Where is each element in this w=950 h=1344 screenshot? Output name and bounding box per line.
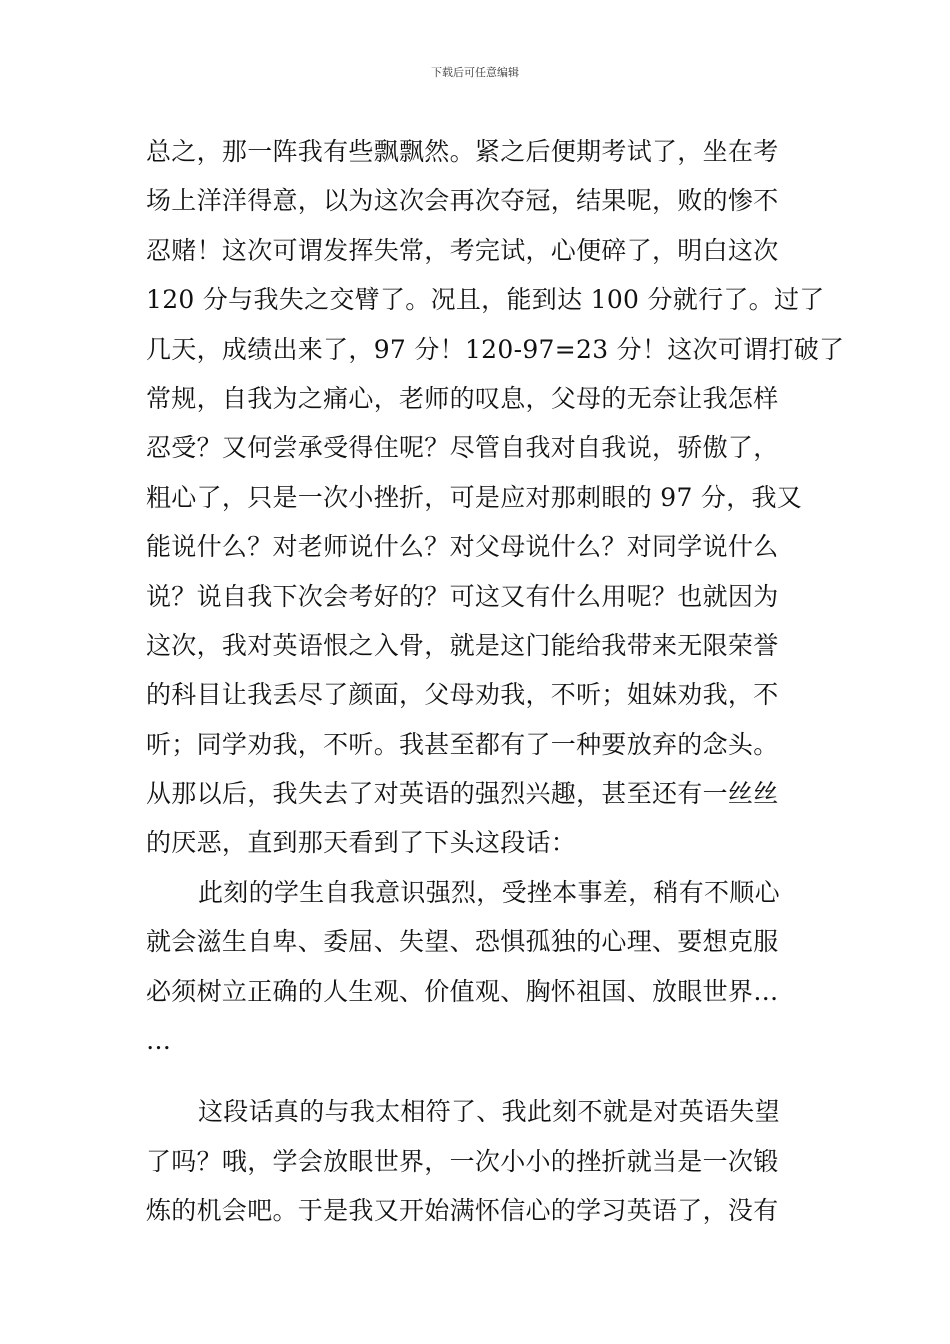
document-body bbox=[146, 127, 845, 1236]
text-line: 从那以后，我失去了对英语的强烈兴趣，甚至还有一丝丝 bbox=[146, 779, 779, 809]
text-line: 120 分与我失之交臂了。况且，能到达 100 分就行了。过了 bbox=[146, 285, 825, 315]
paragraph-1 bbox=[146, 127, 845, 868]
text-line: 了吗？哦，学会放眼世界，一次小小的挫折就当是一次锻 bbox=[146, 1146, 779, 1176]
text-line: 听；同学劝我，不听。我甚至都有了一种要放弃的念头。 bbox=[146, 729, 779, 759]
text-line: 此刻的学生自我意识强烈，受挫本事差，稍有不顺心 bbox=[198, 877, 780, 907]
paragraph-spacer bbox=[146, 1065, 812, 1087]
text-line: 的科目让我丢尽了颜面，父母劝我，不听；姐妹劝我，不 bbox=[146, 680, 779, 710]
text-line: 这次，我对英语恨之入骨，就是这门能给我带来无限荣誉 bbox=[146, 630, 779, 660]
text-line: 忍赌！这次可谓发挥失常，考完试，心便碎了，明白这次 bbox=[146, 235, 779, 265]
text-line: 的厌恶，直到那天看到了下头这段话： bbox=[146, 828, 577, 858]
text-line: 说？说自我下次会考好的？可这又有什么用呢？也就因为 bbox=[146, 581, 779, 611]
text-line: … bbox=[146, 1026, 172, 1056]
text-line: 就会滋生自卑、委屈、失望、恐惧孤独的心理、要想克服 bbox=[146, 927, 779, 957]
text-line: 粗心了，只是一次小挫折，可是应对那刺眼的 97 分，我又 bbox=[146, 482, 803, 512]
text-line: 必须树立正确的人生观、价值观、胸怀祖国、放眼世界… bbox=[146, 976, 779, 1006]
text-line: 炼的机会吧。于是我又开始满怀信心的学习英语了，没有 bbox=[146, 1196, 779, 1226]
paragraph-3 bbox=[146, 1087, 812, 1235]
text-line: 总之，那一阵我有些飘飘然。紧之后便期考试了，坐在考 bbox=[146, 137, 779, 166]
text-line: 场上洋洋得意，以为这次会再次夺冠，结果呢，败的惨不 bbox=[146, 186, 779, 216]
page-header: 下载后可任意编辑 bbox=[431, 66, 519, 79]
paragraph-2 bbox=[146, 868, 812, 1066]
text-line: 能说什么？对老师说什么？对父母说什么？对同学说什么 bbox=[146, 532, 779, 562]
text-line: 这段话真的与我太相符了、我此刻不就是对英语失望 bbox=[198, 1097, 780, 1127]
text-line: 忍受？又何尝承受得住呢？尽管自我对自我说，骄傲了， bbox=[146, 433, 779, 463]
text-line: 几天，成绩出来了，97 分！120-97=23 分！这次可谓打破了 bbox=[146, 334, 845, 364]
text-line: 常规，自我为之痛心，老师的叹息，父母的无奈让我怎样 bbox=[146, 383, 779, 413]
